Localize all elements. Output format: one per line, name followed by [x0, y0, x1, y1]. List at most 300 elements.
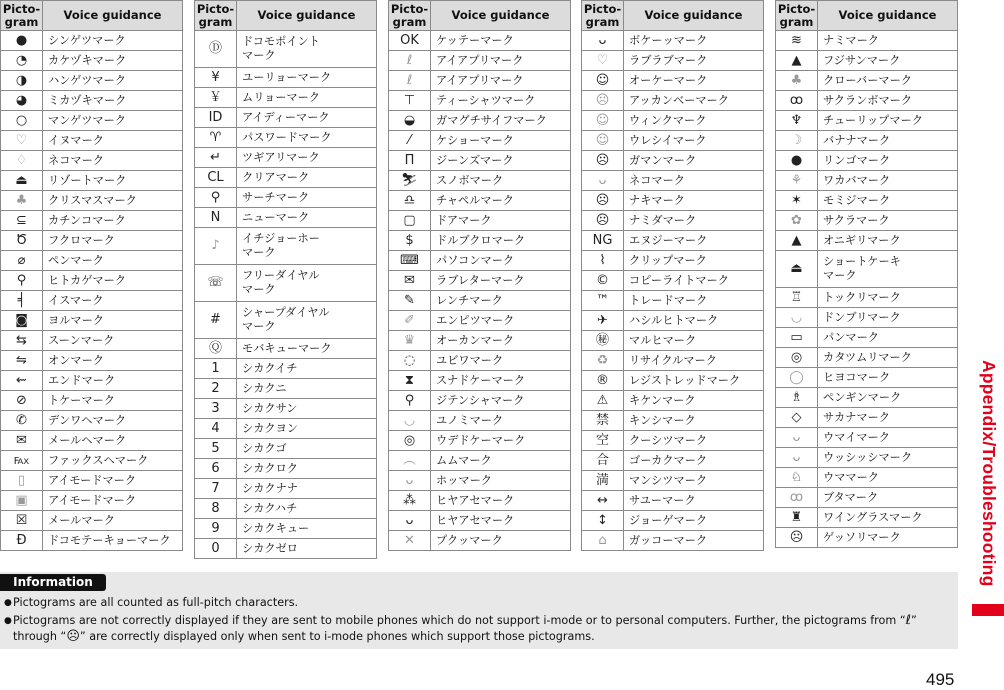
- table-row: [582, 51, 764, 71]
- table-row: [582, 231, 764, 251]
- pictogram-table: [775, 0, 958, 548]
- table-row: [195, 459, 377, 479]
- voice-guidance-cell: ニューマーク: [237, 208, 377, 228]
- table-row: [389, 271, 571, 291]
- pictogram-icon: ♜: [790, 509, 803, 525]
- table-row: [1, 331, 183, 351]
- pictogram-cell: [195, 499, 237, 519]
- pictogram-cell: [1, 71, 43, 91]
- voice-guidance-cell: エンピツマーク: [431, 311, 571, 331]
- voice-guidance-cell: ブタマーク: [818, 488, 958, 508]
- pictogram-cell: [389, 351, 431, 371]
- pictogram-icon: ⇋: [16, 352, 27, 368]
- table-row: [776, 408, 958, 428]
- voice-guidance-cell: ツギアリマーク: [237, 148, 377, 168]
- voice-guidance-cell: モミジマーク: [818, 191, 958, 211]
- table-row: [389, 111, 571, 131]
- voice-guidance-cell: レジストレッドマーク: [624, 371, 764, 391]
- voice-guidance-cell: ナキマーク: [624, 191, 764, 211]
- voice-guidance-cell: リンゴマーク: [818, 151, 958, 171]
- table-row: [195, 108, 377, 128]
- table-row: [389, 31, 571, 51]
- pictogram-icon: Ⓓ: [208, 41, 222, 56]
- pictogram-icon: ⇜: [16, 372, 27, 388]
- pictogram-cell: [389, 391, 431, 411]
- pictogram-cell: [1, 171, 43, 191]
- pictogram-icon: ♈: [209, 129, 222, 145]
- pictogram-icon: ◡: [790, 309, 803, 325]
- table-row: [582, 131, 764, 151]
- voice-guidance-cell: カケヅキマーク: [43, 51, 183, 71]
- pictogram-cell: [582, 471, 624, 491]
- pictogram-cell: [195, 108, 237, 128]
- table-row: [582, 71, 764, 91]
- section-tab-bar: [972, 604, 1004, 616]
- voice-guidance-cell: ゴーカクマーク: [624, 451, 764, 471]
- pictogram-icon: ▭: [790, 329, 803, 345]
- table-row: [389, 131, 571, 151]
- pictogram-icon: ᴗ: [598, 32, 607, 48]
- table-row: [389, 371, 571, 391]
- table-row: [582, 471, 764, 491]
- table-row: [195, 302, 377, 339]
- pictogram-cell: [582, 371, 624, 391]
- pictogram-cell: [776, 251, 818, 288]
- information-text: Pictograms are not correctly displayed if they are sent to mobile phones which do not support i-mode or to personal computers. Further, the pictograms from “: [13, 613, 906, 627]
- pictogram-icon: 空: [595, 432, 609, 448]
- pictogram-icon: ⚘: [790, 172, 803, 188]
- voice-guidance-cell: リゾートマーク: [43, 171, 183, 191]
- voice-guidance-cell: クローバーマーク: [818, 71, 958, 91]
- pictogram-cell: [582, 191, 624, 211]
- section-tab-label: Appendix/Troubleshooting: [979, 360, 999, 587]
- voice-guidance-cell: ドコモポイント マーク: [237, 31, 377, 68]
- pictogram-icon: ◎: [790, 349, 803, 365]
- pictogram-cell: [582, 211, 624, 231]
- table-row: [776, 251, 958, 288]
- pictogram-icon: ⏏: [15, 172, 28, 188]
- voice-header: Voice guidance: [43, 1, 183, 31]
- pictogram-cell: [582, 71, 624, 91]
- voice-guidance-cell: ハシルヒトマーク: [624, 311, 764, 331]
- pictogram-cell: [389, 191, 431, 211]
- voice-guidance-cell: オニギリマーク: [818, 231, 958, 251]
- voice-guidance-cell: ペンマーク: [43, 251, 183, 271]
- table-row: [582, 151, 764, 171]
- voice-guidance-cell: ユノミマーク: [431, 411, 571, 431]
- pictogram-icon: ↵: [210, 149, 221, 165]
- voice-guidance-cell: プクッマーク: [431, 531, 571, 551]
- pictogram-icon: ￥: [208, 89, 222, 105]
- voice-guidance-cell: ショートケーキ マーク: [818, 251, 958, 288]
- table-row: [776, 211, 958, 231]
- pictogram-cell: [195, 539, 237, 559]
- pictogram-cell: [389, 411, 431, 431]
- pictogram-cell: [1, 511, 43, 531]
- table-row: [582, 431, 764, 451]
- pictogram-cell: [195, 479, 237, 499]
- pictogram-icon: 9: [211, 520, 220, 536]
- pictogram-icon: ⊆: [16, 212, 27, 228]
- voice-guidance-cell: ナミマーク: [818, 31, 958, 51]
- voice-guidance-cell: ミカヅキマーク: [43, 91, 183, 111]
- pictogram-icon: ⌀: [17, 252, 26, 268]
- voice-guidance-cell: チャペルマーク: [431, 191, 571, 211]
- pictogram-icon: 5: [211, 440, 220, 456]
- voice-guidance-cell: ユビワマーク: [431, 351, 571, 371]
- pictogram-cell: [1, 231, 43, 251]
- pictogram-table: [388, 0, 571, 551]
- pictogram-icon: ⌨: [400, 252, 419, 268]
- table-row: [776, 111, 958, 131]
- pictogram-icon: ♻: [596, 352, 609, 368]
- information-item: [4, 595, 950, 612]
- pictogram-cell: [389, 131, 431, 151]
- table-row: [389, 291, 571, 311]
- page-number: 495: [926, 670, 955, 689]
- pictogram-icon: ⚠: [596, 392, 609, 408]
- pictogram-cell: [582, 391, 624, 411]
- pictogram-icon: ✈: [597, 312, 608, 328]
- voice-guidance-cell: ジーンズマーク: [431, 151, 571, 171]
- table-row: [195, 359, 377, 379]
- voice-guidance-cell: ゲッソリマーク: [818, 528, 958, 548]
- pictogram-icon: ✉: [404, 272, 415, 288]
- voice-guidance-cell: メールヘマーク: [43, 431, 183, 451]
- table-row: [776, 308, 958, 328]
- pictogram-cell: [389, 531, 431, 551]
- table-row: [776, 388, 958, 408]
- pictogram-cell: [582, 51, 624, 71]
- voice-guidance-cell: イスマーク: [43, 291, 183, 311]
- pictogram-cell: [1, 371, 43, 391]
- voice-guidance-cell: パンマーク: [818, 328, 958, 348]
- table-row: [1, 151, 183, 171]
- table-row: [195, 379, 377, 399]
- voice-guidance-cell: イチジョーホー マーク: [237, 228, 377, 265]
- table-row: [582, 391, 764, 411]
- pictogram-cell: [389, 211, 431, 231]
- table-row: [195, 228, 377, 265]
- voice-guidance-cell: ボケーッマーク: [624, 31, 764, 51]
- pictogram-icon: ᴗ: [405, 512, 414, 528]
- table-row: [1, 471, 183, 491]
- table-row: [195, 68, 377, 88]
- voice-guidance-cell: ヒヤアセマーク: [431, 511, 571, 531]
- pictogram-cell: [582, 271, 624, 291]
- pictogram-cell: [195, 519, 237, 539]
- pictogram-icon: ◡: [403, 412, 416, 428]
- pictogram-icon: ◒: [403, 112, 416, 128]
- pictogram-cell: [389, 491, 431, 511]
- pictogram-icon: ☹: [595, 152, 610, 168]
- table-row: [195, 499, 377, 519]
- voice-guidance-cell: カタツムリマーク: [818, 348, 958, 368]
- voice-guidance-cell: ドルブクロマーク: [431, 231, 571, 251]
- pictogram-cell: [195, 302, 237, 339]
- table-row: [195, 419, 377, 439]
- pictogram-cell: [195, 359, 237, 379]
- pictogram-icon: 満: [595, 472, 609, 488]
- voice-guidance-cell: サクランボマーク: [818, 91, 958, 111]
- table-row: [776, 488, 958, 508]
- pictogram-table: [0, 0, 183, 551]
- table-row: [195, 539, 377, 559]
- pictogram-cell: [195, 419, 237, 439]
- voice-guidance-cell: サーチマーク: [237, 188, 377, 208]
- pictogram-cell: [582, 151, 624, 171]
- pictogram-icon: ⁂: [403, 492, 416, 508]
- voice-guidance-cell: フクロマーク: [43, 231, 183, 251]
- table-row: [776, 131, 958, 151]
- pictogram-icon: ≋: [791, 32, 802, 48]
- pictogram-cell: [195, 168, 237, 188]
- voice-guidance-cell: ワイングラスマーク: [818, 508, 958, 528]
- table-row: [195, 265, 377, 302]
- table-row: [1, 351, 183, 371]
- pictogram-cell: [195, 188, 237, 208]
- pictogram-cell: [776, 231, 818, 251]
- pictogram-cell: [389, 171, 431, 191]
- pictogram-cell: [776, 308, 818, 328]
- pictogram-cell: [1, 151, 43, 171]
- table-row: [776, 191, 958, 211]
- voice-guidance-cell: ヨルマーク: [43, 311, 183, 331]
- table-row: [582, 451, 764, 471]
- voice-guidance-cell: ドアマーク: [431, 211, 571, 231]
- table-row: [776, 171, 958, 191]
- voice-guidance-cell: サユーマーク: [624, 491, 764, 511]
- i-appli-pictogram-icon: ℓ: [905, 612, 912, 628]
- table-row: [582, 251, 764, 271]
- voice-guidance-cell: フリーダイヤル マーク: [237, 265, 377, 302]
- table-row: [1, 431, 183, 451]
- voice-guidance-cell: ペンギンマーク: [818, 388, 958, 408]
- pictogram-icon: N: [210, 209, 221, 225]
- pictogram-cell: [776, 191, 818, 211]
- pictogram-cell: [776, 348, 818, 368]
- pictogram-icon: Ð: [16, 532, 27, 548]
- pictogram-icon: ✐: [404, 312, 415, 328]
- pictogram-cell: [1, 291, 43, 311]
- voice-guidance-cell: オーカンマーク: [431, 331, 571, 351]
- voice-guidance-cell: シカクサン: [237, 399, 377, 419]
- voice-guidance-cell: ハンゲツマーク: [43, 71, 183, 91]
- voice-guidance-cell: キケンマーク: [624, 391, 764, 411]
- table-row: [582, 331, 764, 351]
- table-row: [776, 91, 958, 111]
- information-text: Pictograms are all counted as full-pitch characters.: [13, 596, 299, 609]
- pictogram-cell: [195, 88, 237, 108]
- voice-guidance-cell: ヒトカゲマーク: [43, 271, 183, 291]
- pictogram-cell: [195, 208, 237, 228]
- information-text: ” are correctly displayed only when sent to i-mode phones which support those pictograms.: [79, 630, 595, 643]
- table-row: [195, 148, 377, 168]
- pictogram-icon: ⧗: [404, 372, 415, 388]
- pictogram-cell: [389, 291, 431, 311]
- pictogram-icon: ⚲: [16, 272, 27, 288]
- table-header-row: [195, 1, 377, 31]
- voice-guidance-cell: フジサンマーク: [818, 51, 958, 71]
- voice-guidance-cell: ウッシッシマーク: [818, 448, 958, 468]
- table-row: [582, 91, 764, 111]
- pictogram-cell: [776, 51, 818, 71]
- table-row: [776, 51, 958, 71]
- voice-guidance-cell: ネコマーク: [43, 151, 183, 171]
- pictogram-cell: [776, 211, 818, 231]
- voice-guidance-cell: アイモードマーク: [43, 491, 183, 511]
- pictogram-icon: ♎: [403, 192, 416, 208]
- pictogram-cell: [776, 71, 818, 91]
- information-badge: Information: [0, 574, 106, 591]
- pictogram-cell: [195, 379, 237, 399]
- table-row: [582, 271, 764, 291]
- pictogram-icon: ☺: [595, 132, 610, 148]
- voice-guidance-cell: ワカバマーク: [818, 171, 958, 191]
- table-header-row: [776, 1, 958, 31]
- pictogram-icon: #: [210, 312, 221, 327]
- pictogram-cell: [1, 211, 43, 231]
- table-row: [195, 479, 377, 499]
- pictogram-icon: ⚲: [404, 392, 415, 408]
- pictogram-cell: [195, 148, 237, 168]
- pictogram-icon: ⛷: [401, 172, 418, 188]
- pictogram-icon: ☒: [15, 512, 28, 528]
- pictogram-cell: [776, 508, 818, 528]
- pictogram-cell: [1, 451, 43, 471]
- table-row: [389, 531, 571, 551]
- voice-guidance-cell: ムリョーマーク: [237, 88, 377, 108]
- information-item: [4, 613, 950, 646]
- voice-guidance-cell: ウィンクマーク: [624, 111, 764, 131]
- pictogram-icon: ◇: [791, 409, 802, 425]
- voice-guidance-cell: リサイクルマーク: [624, 351, 764, 371]
- pictogram-cell: [389, 331, 431, 351]
- table-row: [195, 88, 377, 108]
- voice-header: Voice guidance: [237, 1, 377, 31]
- voice-guidance-cell: ネコマーク: [624, 171, 764, 191]
- table-row: [582, 31, 764, 51]
- voice-guidance-cell: ホッマーク: [431, 471, 571, 491]
- pictogram-icon: ᴗ: [792, 429, 801, 445]
- table-row: [389, 451, 571, 471]
- voice-guidance-cell: ケッテーマーク: [431, 31, 571, 51]
- pictogram-icon: ™: [596, 292, 609, 308]
- pictogram-icon: ☽: [790, 132, 803, 148]
- pictogram-cell: [776, 31, 818, 51]
- pictogram-icon: 3: [211, 400, 220, 416]
- table-row: [389, 351, 571, 371]
- pictogram-cell: [1, 131, 43, 151]
- table-row: [776, 31, 958, 51]
- pictogram-cell: [1, 331, 43, 351]
- pictogram-cell: [1, 31, 43, 51]
- pictogram-icon: ℓ: [406, 72, 413, 88]
- table-row: [389, 151, 571, 171]
- pictogram-cell: [389, 251, 431, 271]
- pictogram-cell: [776, 488, 818, 508]
- voice-guidance-cell: アイモードマーク: [43, 471, 183, 491]
- voice-guidance-cell: シカクニ: [237, 379, 377, 399]
- voice-guidance-cell: クリップマーク: [624, 251, 764, 271]
- pictogram-cell: [582, 451, 624, 471]
- pictogram-icon: ⇆: [16, 332, 27, 348]
- pictogram-icon: Ⓠ: [208, 340, 222, 356]
- pictogram-cell: [582, 331, 624, 351]
- pictogram-table: [581, 0, 764, 551]
- pictogram-icon: ᴗ: [405, 472, 414, 488]
- pictogram-cell: [776, 328, 818, 348]
- voice-guidance-cell: クリアマーク: [237, 168, 377, 188]
- voice-guidance-cell: アッカンベーマーク: [624, 91, 764, 111]
- voice-guidance-cell: ケショーマーク: [431, 131, 571, 151]
- pictogram-icon: ✎: [404, 292, 415, 308]
- pictogram-icon: ◎: [403, 432, 416, 448]
- pictogram-icon: ▯: [17, 472, 26, 488]
- pictogram-cell: [582, 131, 624, 151]
- pictogram-cell: [776, 428, 818, 448]
- table-row: [389, 331, 571, 351]
- table-row: [1, 51, 183, 71]
- voice-guidance-cell: ナミダマーク: [624, 211, 764, 231]
- pictogram-icon: ⌇: [599, 252, 606, 268]
- table-row: [1, 311, 183, 331]
- pictogram-cell: [776, 91, 818, 111]
- pictogram-icon: ◙: [15, 312, 28, 328]
- pictogram-cell: [195, 459, 237, 479]
- table-row: [389, 91, 571, 111]
- table-row: [582, 171, 764, 191]
- table-row: [389, 231, 571, 251]
- pictogram-icon: 7: [211, 480, 220, 496]
- pictogram-icon: ⁄: [408, 132, 411, 148]
- pictogram-icon: 1: [211, 360, 220, 376]
- table-header-row: [1, 1, 183, 31]
- voice-guidance-cell: ドンブリマーク: [818, 308, 958, 328]
- table-row: [776, 448, 958, 468]
- table-row: [389, 171, 571, 191]
- table-header-row: [582, 1, 764, 31]
- pictogram-icon: ㊙: [595, 332, 609, 348]
- pictogram-icon: ╡: [17, 292, 26, 308]
- voice-guidance-cell: マンシツマーク: [624, 471, 764, 491]
- pictogram-icon: ☺: [595, 112, 610, 128]
- table-row: [1, 171, 183, 191]
- pictogram-cell: [1, 411, 43, 431]
- gessori-pictogram-icon: ☹: [66, 629, 80, 644]
- table-row: [582, 191, 764, 211]
- voice-guidance-cell: モバキューマーク: [237, 339, 377, 359]
- pictogram-icon: ♣: [15, 192, 28, 208]
- pictogram-cell: [776, 528, 818, 548]
- pictogram-icon: 4: [211, 420, 220, 436]
- pictogram-icon: ℻: [13, 452, 30, 468]
- pictogram-cell: [389, 511, 431, 531]
- pictogram-icon: ▢: [403, 212, 416, 228]
- table-row: [776, 508, 958, 528]
- pictogram-icon: ⅠⅮ: [208, 109, 223, 125]
- table-row: [1, 451, 183, 471]
- pictogram-cell: [195, 31, 237, 68]
- pictogram-cell: [582, 511, 624, 531]
- voice-guidance-cell: スナドケーマーク: [431, 371, 571, 391]
- voice-guidance-cell: ガマグチサイフマーク: [431, 111, 571, 131]
- pictogram-cell: [389, 111, 431, 131]
- table-row: [582, 491, 764, 511]
- voice-guidance-cell: カチンコマーク: [43, 211, 183, 231]
- picto-header: Picto- gram: [389, 1, 431, 31]
- table-row: [776, 348, 958, 368]
